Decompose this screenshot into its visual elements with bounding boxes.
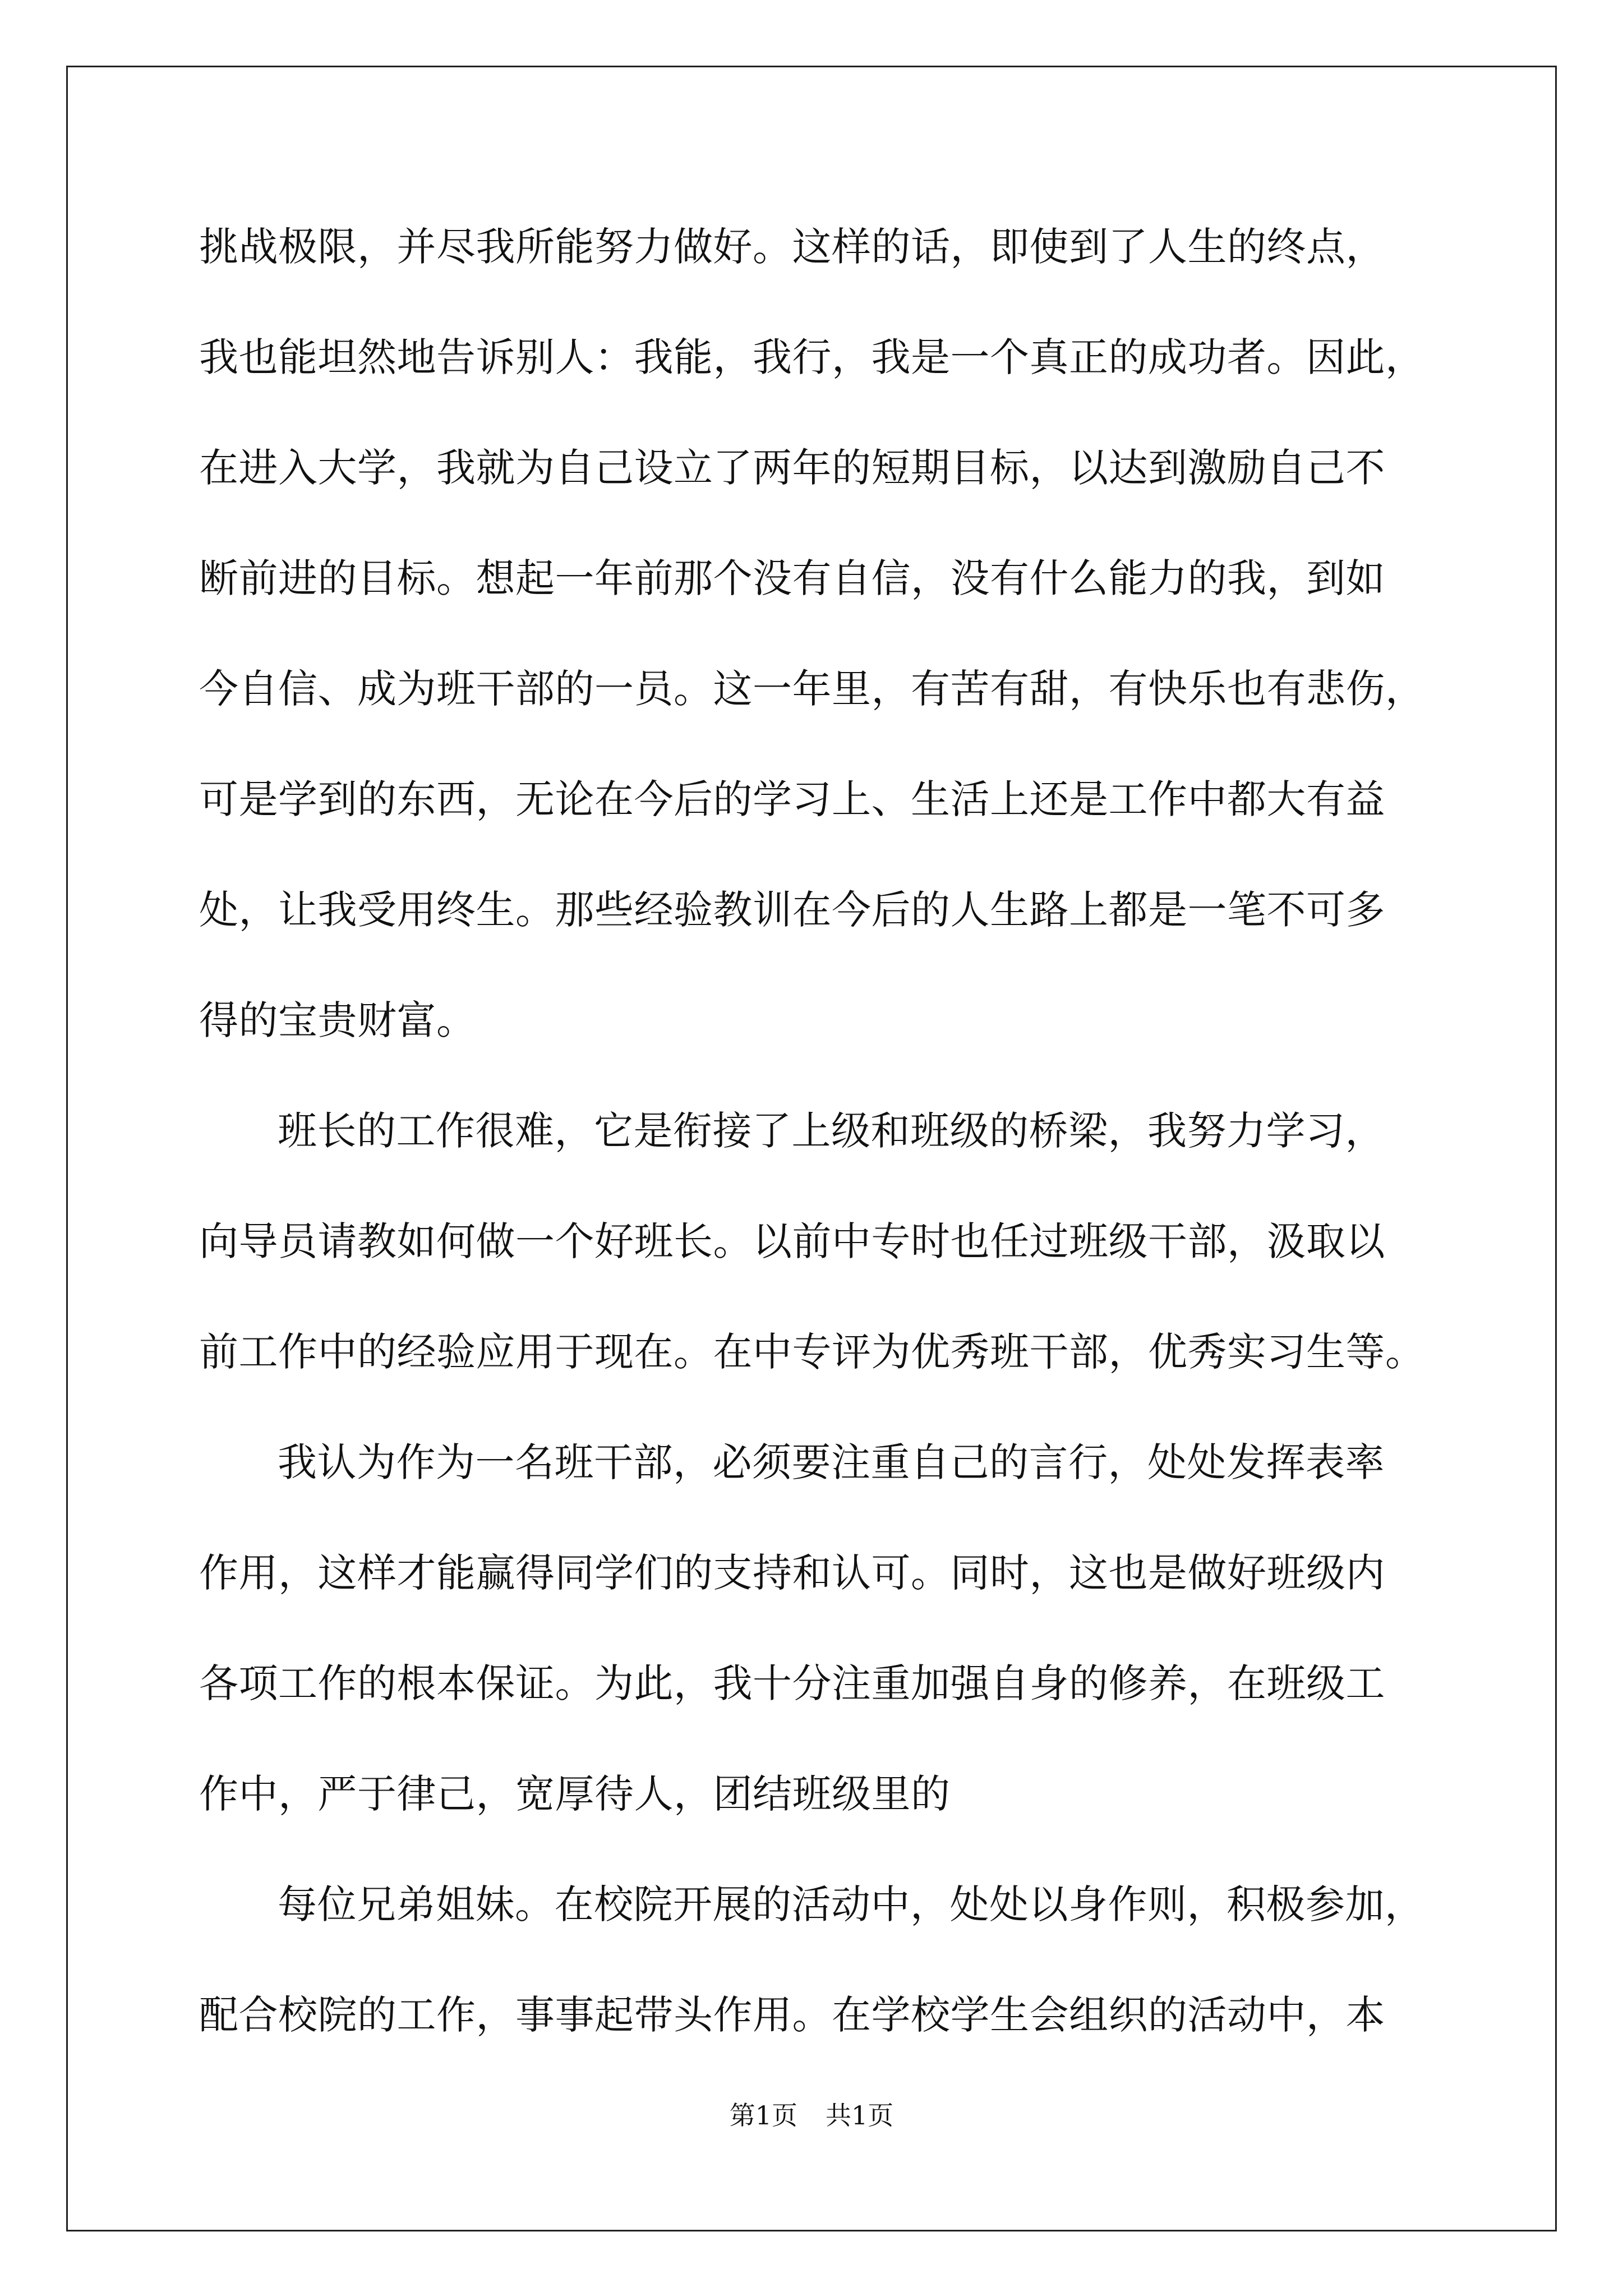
paragraph-start-line: 我认为作为一名班干部，必须要注重自己的言行，处处发挥表率 bbox=[278, 1439, 1385, 1485]
text-line: 断前进的目标。想起一年前那个没有自信，没有什么能力的我，到如 bbox=[199, 555, 1385, 601]
paragraph-start-line: 班长的工作很难，它是衔接了上级和班级的桥梁，我努力学习， bbox=[278, 1108, 1385, 1154]
page-number: 第1页 bbox=[729, 2100, 797, 2131]
text-line: 作用，这样才能赢得同学们的支持和认可。同时，这也是做好班级内 bbox=[199, 1550, 1385, 1596]
text-line: 前工作中的经验应用于现在。在中专评为优秀班干部，优秀实习生等。 bbox=[199, 1329, 1425, 1375]
text-line: 可是学到的东西，无论在今后的学习上、生活上还是工作中都大有益 bbox=[199, 776, 1385, 822]
text-line: 今自信、成为班干部的一员。这一年里，有苦有甜，有快乐也有悲伤， bbox=[199, 666, 1425, 712]
text-line: 配合校院的工作，事事起带头作用。在学校学生会组织的活动中，本 bbox=[199, 1992, 1385, 2038]
text-line: 向导员请教如何做一个好班长。以前中专时也任过班级干部，汲取以 bbox=[199, 1218, 1385, 1264]
text-line: 得的宝贵财富。 bbox=[199, 997, 476, 1043]
page-footer bbox=[0, 2099, 1623, 2132]
text-line: 各项工作的根本保证。为此，我十分注重加强自身的修养，在班级工 bbox=[199, 1660, 1385, 1706]
document-body bbox=[199, 219, 1433, 2097]
paragraph-start-line: 每位兄弟姐妹。在校院开展的活动中，处处以身作则，积极参加， bbox=[278, 1881, 1424, 1927]
page-total: 共1页 bbox=[826, 2100, 894, 2131]
text-line: 作中，严于律己，宽厚待人，团结班级里的 bbox=[199, 1771, 951, 1817]
text-line: 挑战极限，并尽我所能努力做好。这样的话，即使到了人生的终点， bbox=[199, 224, 1385, 270]
text-line: 在进入大学，我就为自己设立了两年的短期目标，以达到激励自己不 bbox=[199, 445, 1385, 491]
text-line: 处，让我受用终生。那些经验教训在今后的人生路上都是一笔不可多 bbox=[199, 887, 1385, 933]
text-line: 我也能坦然地告诉别人：我能，我行，我是一个真正的成功者。因此， bbox=[199, 334, 1425, 380]
